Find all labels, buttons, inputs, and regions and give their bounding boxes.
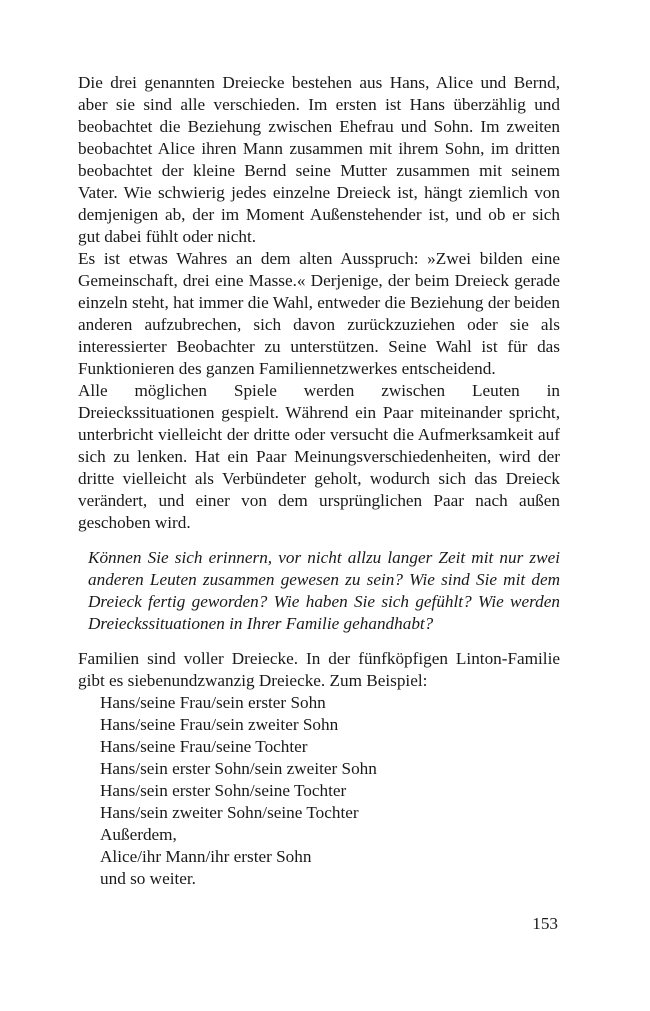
paragraph: Es ist etwas Wahres an dem alten Ausspruch: »Zwei bilden eine Gemeinschaft, drei eine Masse.« Derjenige, der beim Dreieck gerade einzeln steht, hat immer die Wahl, entweder die Beziehung der beiden anderen aufzubrechen, sich davon zurückzuziehen oder sie als interessierter Beobachter zu unterstützen. Seine Wahl ist für das Funktionieren des ganzen Familiennetzwerkes entscheidend. bbox=[78, 249, 560, 378]
page-body bbox=[78, 72, 560, 890]
triangle-list bbox=[78, 692, 560, 890]
page-number: 153 bbox=[532, 914, 558, 933]
list-item: Alice/ihr Mann/ihr erster Sohn bbox=[100, 847, 312, 866]
paragraph: Familien sind voller Dreiecke. In der fünfköpfigen Linton-Familie gibt es siebenundzwanzig Dreiecke. Zum Beispiel: bbox=[78, 649, 560, 690]
list-item: Hans/sein erster Sohn/seine Tochter bbox=[100, 781, 347, 800]
list-item: Hans/seine Frau/sein zweiter Sohn bbox=[100, 715, 339, 734]
paragraph: Alle möglichen Spiele werden zwischen Leuten in Dreieckssituationen gespielt. Während ein Paar miteinander spricht, unterbricht vielleicht der dritte oder versucht die Aufmerksamkeit auf sich zu lenken. Hat ein Paar Meinungsverschiedenheiten, wird der dritte vielleicht als Verbündeter geholt, wodurch sich das Dreieck verändert, und einer von dem ursprünglichen Paar nach außen geschoben wird. bbox=[78, 381, 560, 532]
list-item: und so weiter. bbox=[100, 869, 196, 888]
list-item: Hans/sein zweiter Sohn/seine Tochter bbox=[100, 803, 359, 822]
reflection-question: Können Sie sich erinnern, vor nicht allzu langer Zeit mit nur zwei anderen Leuten zusammen gewesen zu sein? Wie sind Sie mit dem Dreieck fertig geworden? Wie haben Sie sich gefühlt? Wie werden Dreieckssituationen in Ihrer Familie gehandhabt? bbox=[88, 548, 560, 633]
list-item: Hans/seine Frau/sein erster Sohn bbox=[100, 693, 326, 712]
paragraph: Die drei genannten Dreiecke bestehen aus Hans, Alice und Bernd, aber sie sind alle verschieden. Im ersten ist Hans überzählig und beobachtet die Beziehung zwischen Ehefrau und Sohn. Im zweiten beobachtet Alice ihren Mann zusammen mit ihrem Sohn, im dritten beobachtet der kleine Bernd seine Mutter zusammen mit seinem Vater. Wie schwierig jedes einzelne Dreieck ist, hängt ziemlich von demjenigen ab, der im Moment Außenstehender ist, und ob er sich gut dabei fühlt oder nicht. bbox=[78, 73, 560, 246]
list-item: Außerdem, bbox=[100, 825, 177, 844]
list-item: Hans/sein erster Sohn/sein zweiter Sohn bbox=[100, 759, 377, 778]
list-item: Hans/seine Frau/seine Tochter bbox=[100, 737, 308, 756]
